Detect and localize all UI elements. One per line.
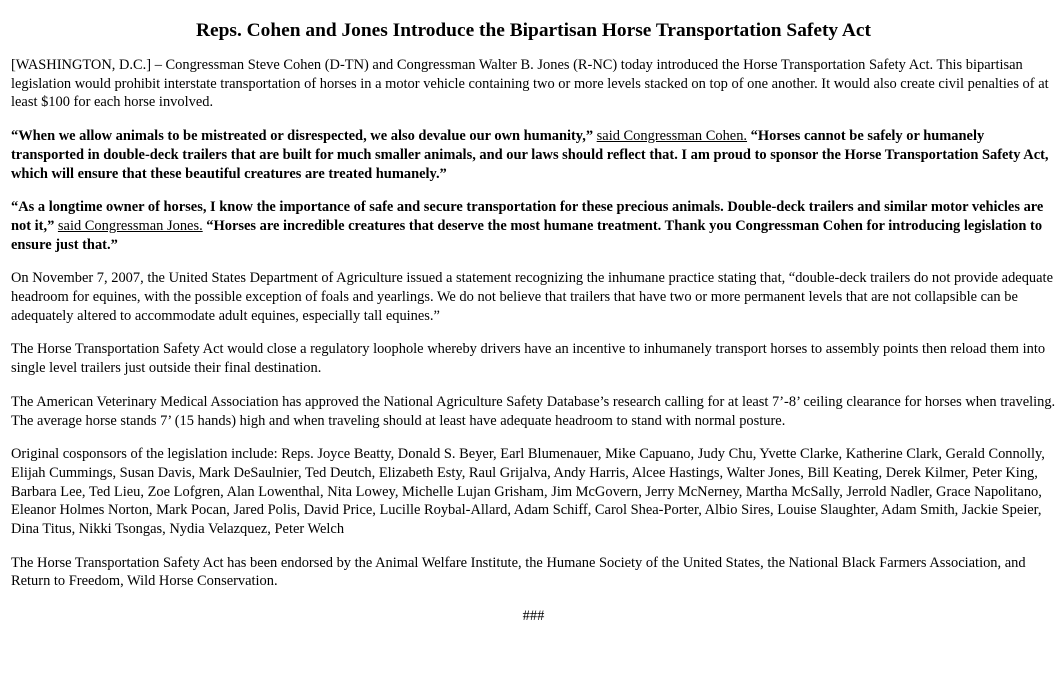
cohen-quote-paragraph	[11, 127, 1056, 183]
end-mark: ###	[522, 608, 545, 625]
cosponsors-paragraph: Original cosponsors of the legislation include: Reps. Joyce Beatty, Donald S. Beyer, Earl Blumenauer, Mike Capuano, Judy Chu, Yvette Clarke, Katherine Clark, Gerald Connolly, Elijah Cummings, Susan Davis, Mark DeSaulnier, Ted Deutch, Elizabeth Esty, Raul Grijalva, Andy Harris, Alcee Hastings, Walter Jones, Bill Keating, Derek Kilmer, Peter King, Barbara Lee, Ted Lieu, Zoe Lofgren, Alan Lowenthal, Nita Lowey, Michelle Lujan Grisham, Jim McGovern, Jerry McNerney, Martha McSally, Jerrold Nadler, Grace Napolitano, Eleanor Holmes Norton, Mark Pocan, Jared Polis, David Price, Lucille Roybal-Allard, Adam Schiff, Carol Shea-Porter, Albio Sires, Louise Slaughter, Adam Smith, Jackie Speier, Dina Titus, Nikki Tsongas, Nydia Velazquez, Peter Welch	[11, 446, 1045, 538]
jones-attribution: said Congressman Jones.	[57, 217, 203, 234]
jones-quote-part1: “As a longtime owner of horses, I know the importance of safe and secure transportation for these precious animals. Double-deck trailers and similar motor vehicles are not it,”	[11, 199, 1044, 234]
cohen-quote-part2: “Horses cannot be safely or humanely transported in double-deck trailers that are built for much smaller animals, and our laws should reflect that. I am proud to sponsor the Horse Transportation Safety Act, which will ensure that these beautiful creatures are treated humanely.”	[11, 128, 1049, 182]
avma-paragraph: The American Veterinary Medical Association has approved the National Agriculture Safety Database’s research calling for at least 7’-8’ ceiling clearance for horses when traveling. The average horse stands 7’ (15 hands) high and when traveling should at least have adequate headroom to stand with normal posture.	[11, 393, 1056, 429]
cohen-quote-part1: “When we allow animals to be mistreated or disrespected, we also devalue our own humanity,”	[11, 128, 594, 145]
press-release-title: Reps. Cohen and Jones Introduce the Bipartisan Horse Transportation Safety Act	[196, 20, 871, 41]
cohen-attribution: said Congressman Cohen.	[596, 128, 748, 145]
endorsements-paragraph: The Horse Transportation Safety Act has been endorsed by the Animal Welfare Institute, the Humane Society of the United States, the National Black Farmers Association, and Return to Freedom, Wild Horse Conservation.	[11, 554, 1026, 590]
jones-quote-part2: “Horses are incredible creatures that deserve the most humane treatment. Thank you Congressman Cohen for introducing legislation to ensure just that.”	[11, 217, 1043, 253]
usda-paragraph: On November 7, 2007, the United States Department of Agriculture issued a statement recognizing the inhumane practice stating that, “double-deck trailers do not provide adequate headroom for equines, with the possible exception of foals and yearlings. We do not believe that trailers that have two or more permanent levels that are not collapsible can be adequately altered to accommodate adult equines, especially tall equines.”	[11, 270, 1053, 324]
jones-quote-paragraph	[11, 198, 1056, 254]
intro-paragraph: [WASHINGTON, D.C.] – Congressman Steve Cohen (D-TN) and Congressman Walter B. Jones (R-NC) today introduced the Horse Transportation Safety Act. This bipartisan legislation would prohibit interstate transportation of horses in a motor vehicle containing two or more levels stacked on top of one another. It would also create civil penalties of at least $100 for each horse involved.	[11, 57, 1049, 111]
loophole-paragraph: The Horse Transportation Safety Act would close a regulatory loophole whereby drivers have an incentive to inhumanely transport horses to assembly points then reload them into single level trailers just outside their final destination.	[11, 341, 1046, 377]
